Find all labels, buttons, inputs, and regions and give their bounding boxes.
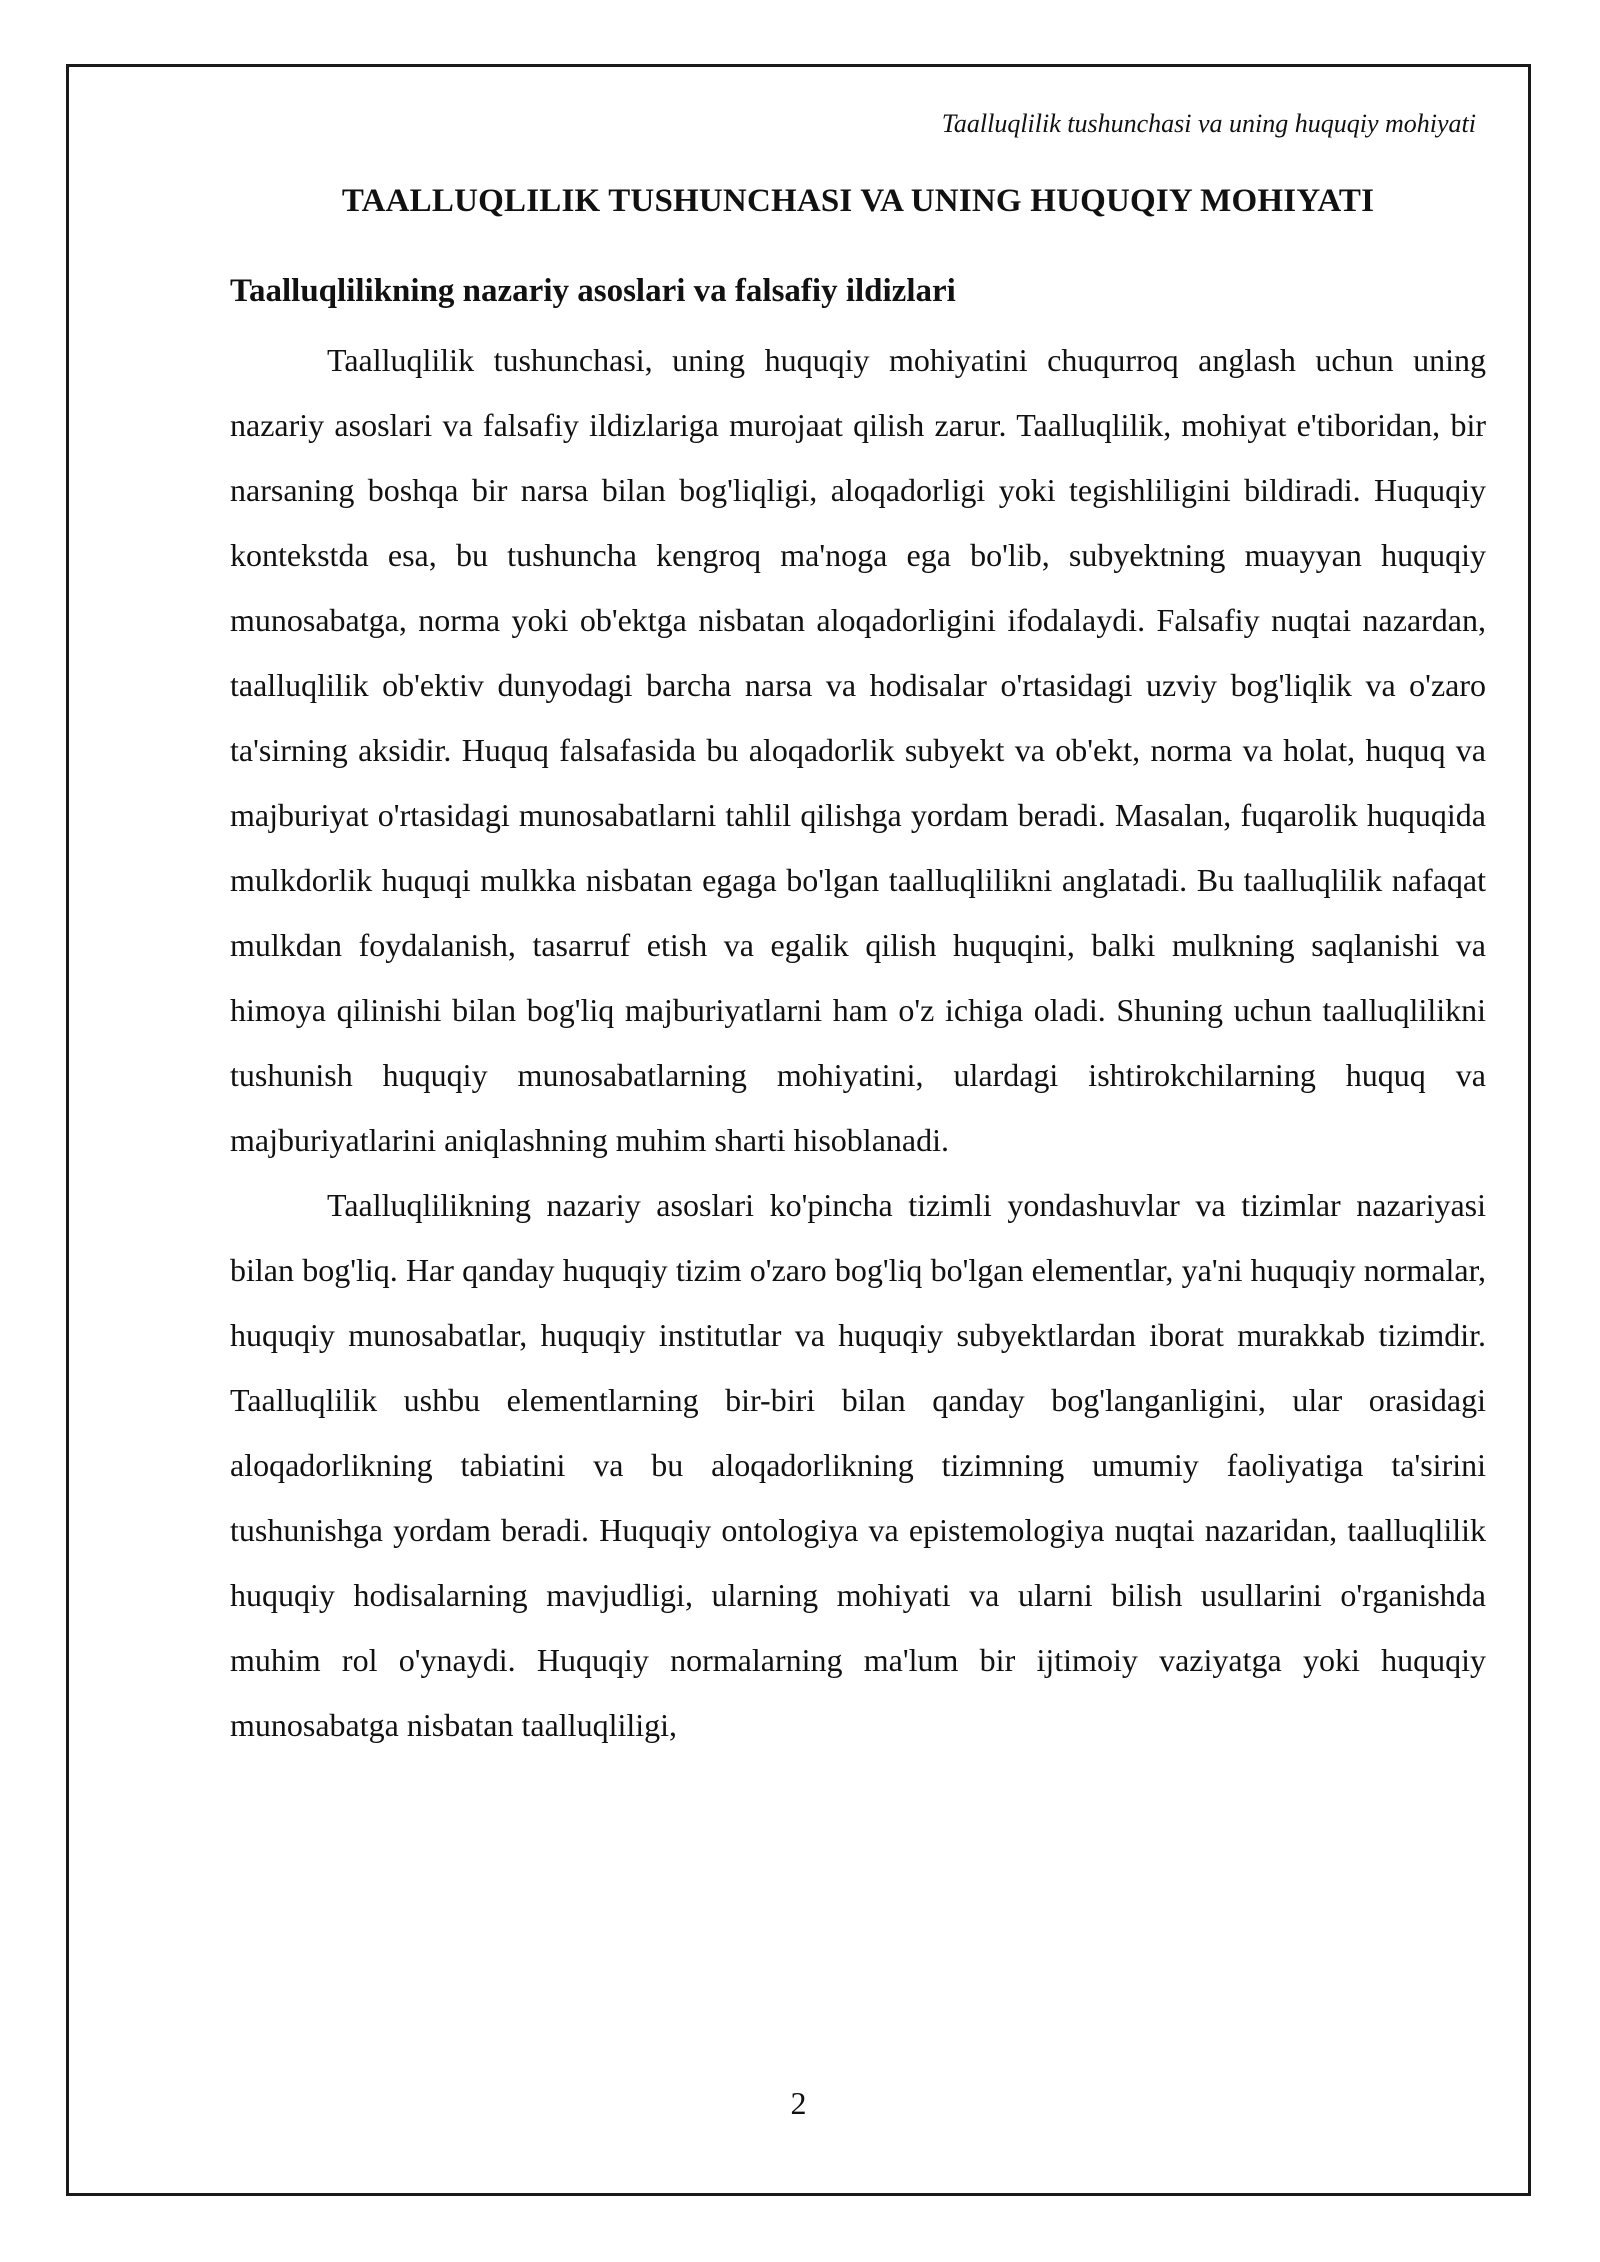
body-paragraph: Taalluqlilik tushunchasi, uning huquqiy mohiyatini chuqurroq anglash uchun uning nazariy asoslari va falsafiy ildizlariga murojaat qilish zarur. Taalluqlilik, mohiyat e'tiboridan, bir narsaning boshqa bir narsa bilan bog'liqligi, aloqadorligi yoki tegishliligini bildiradi. Huquqiy kontekstda esa, bu tushuncha kengroq ma'noga ega bo'lib, subyektning muayyan huquqiy munosabatga, norma yoki ob'ektga nisbatan aloqadorligini ifodalaydi. Falsafiy nuqtai nazardan, taalluqlilik ob'ektiv dunyodagi barcha narsa va hodisalar o'rtasidagi uzviy bog'liqlik va o'zaro ta'sirning aksidir. Huquq falsafasida bu aloqadorlik subyekt va ob'ekt, norma va holat, huquq va majburiyat o'rtasidagi munosabatlarni tahlil qilishga yordam beradi. Masalan, fuqarolik huquqida mulkdorlik huquqi mulkka nisbatan egaga bo'lgan taalluqlilikni anglatadi. Bu taalluqlilik nafaqat mulkdan foydalanish, tasarruf etish va egalik qilish huquqini, balki mulkning saqlanishi va himoya qilinishi bilan bog'liq majburiyatlarni ham o'z ichiga oladi. Shuning uchun taalluqlilikni tushunish huquqiy munosabatlarning mohiyatini, ulardagi ishtirokchilarning huquq va majburiyatlarini aniqlashning muhim sharti hisoblanadi.	[230, 342, 1486, 1158]
body-paragraph: Taalluqlilikning nazariy asoslari ko'pincha tizimli yondashuvlar va tizimlar nazariyasi bilan bog'liq. Har qanday huquqiy tizim o'zaro bog'liq bo'lgan elementlar, ya'ni huquqiy normalar, huquqiy munosabatlar, huquqiy institutlar va huquqiy subyektlardan iborat murakkab tizimdir. Taalluqlilik ushbu elementlarning bir-biri bilan qanday bog'langanligini, ular orasidagi aloqadorlikning tabiatini va bu aloqadorlikning tizimning umumiy faoliyatiga ta'sirini tushunishga yordam beradi. Huquqiy ontologiya va epistemologiya nuqtai nazaridan, taalluqlilik huquqiy hodisalarning mavjudligi, ularning mohiyati va ularni bilish usullarini o'rganishda muhim rol o'ynaydi. Huquqiy normalarning ma'lum bir ijtimoiy vaziyatga yoki huquqiy munosabatga nisbatan taalluqliligi,	[230, 1187, 1486, 1743]
page-border-frame	[66, 64, 1531, 2196]
section-heading: Taalluqlilikning nazariy asoslari va falsafiy ildizlari	[230, 273, 956, 309]
running-header: Taalluqlilik tushunchasi va uning huquqiy mohiyati	[941, 109, 1476, 138]
document-title: TAALLUQLILIK TUSHUNCHASI VA UNING HUQUQIY MOHIYATI	[341, 183, 1375, 219]
page-number: 2	[790, 2085, 807, 2121]
document-body	[230, 179, 1486, 1758]
